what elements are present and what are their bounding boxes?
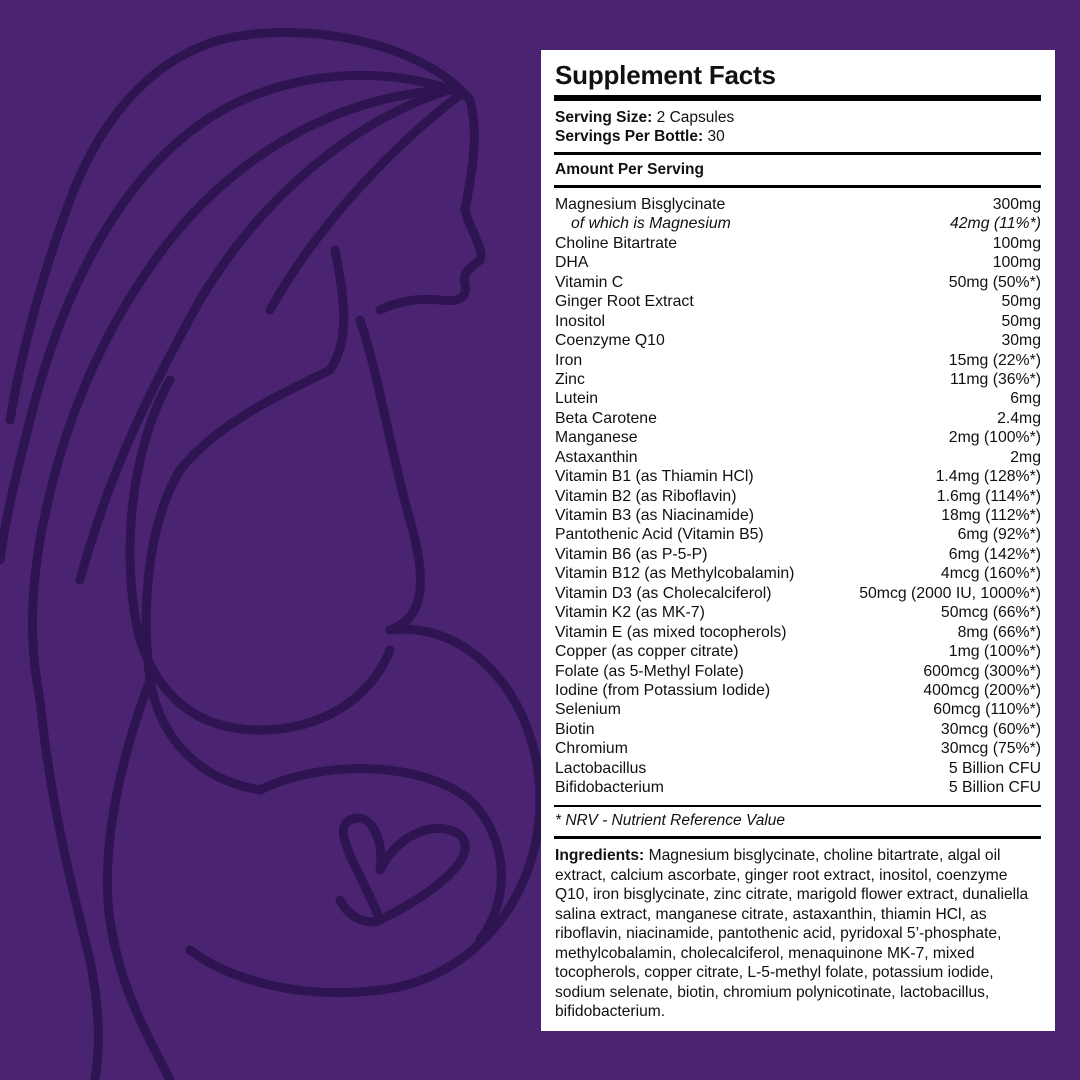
- nutrient-amount: 6mg (142%*): [948, 545, 1041, 563]
- nutrient-name: Magnesium Bisglycinate: [555, 196, 726, 213]
- nutrient-amount: 5 Billion CFU: [948, 759, 1041, 777]
- nutrient-name: Choline Bitartrate: [555, 234, 678, 252]
- nutrient-name: of which is Magnesium: [571, 215, 731, 233]
- nutrient-row: [555, 700, 1041, 719]
- amount-per-serving-heading: Amount Per Serving: [555, 161, 704, 178]
- nutrient-name: Beta Carotene: [555, 409, 657, 427]
- divider: [554, 836, 1041, 839]
- nutrient-name: Inositol: [555, 312, 606, 330]
- nutrient-row: [555, 642, 1041, 661]
- nutrient-row: [555, 195, 1041, 214]
- nutrient-name: Lactobacillus: [555, 759, 647, 777]
- nutrient-name: Bifidobacterium: [555, 779, 664, 797]
- nutrient-amount: 1.6mg (114%*): [936, 487, 1041, 505]
- nutrient-row: [555, 623, 1041, 642]
- ingredients-label: Ingredients:: [555, 847, 645, 864]
- ingredients-text: [555, 846, 1043, 1022]
- nutrient-name: Manganese: [555, 429, 638, 447]
- nutrient-amount: 6mg (92%*): [957, 526, 1041, 544]
- nutrient-name: Chromium: [555, 740, 628, 758]
- nutrient-row: [555, 739, 1041, 758]
- nutrient-row: [555, 681, 1041, 700]
- nutrient-row: [555, 564, 1041, 583]
- nutrient-row: [555, 603, 1041, 622]
- servings-per-bottle-label: Servings Per Bottle:: [555, 128, 704, 145]
- nrv-footnote: * NRV - Nutrient Reference Value: [555, 812, 786, 829]
- nutrient-row: [555, 525, 1041, 544]
- nutrient-amount: 50mcg (66%*): [940, 604, 1041, 622]
- supplement-facts-panel: [541, 50, 1055, 1031]
- nutrient-amount: 50mg (50%*): [948, 273, 1041, 291]
- nutrient-name: Folate (as 5-Methyl Folate): [555, 662, 744, 680]
- nutrient-row: [555, 506, 1041, 525]
- nutrient-row: [555, 370, 1041, 389]
- nutrient-amount: 2mg (100%*): [948, 429, 1041, 447]
- divider: [554, 185, 1041, 188]
- nutrient-amount: 100mg: [992, 234, 1041, 252]
- nutrient-amount: 6mg: [1010, 390, 1041, 408]
- nutrient-amount: 42mg (11%*): [949, 215, 1041, 233]
- nutrient-row: [555, 273, 1041, 292]
- nutrient-name: Copper (as copper citrate): [555, 643, 739, 661]
- nutrient-row: [555, 312, 1041, 331]
- nutrient-amount: 50mg: [1001, 293, 1041, 311]
- nutrient-row: [555, 467, 1041, 486]
- nutrient-name: Selenium: [555, 701, 621, 719]
- servings-per-bottle-line: [555, 127, 734, 146]
- divider: [554, 152, 1041, 155]
- nutrient-row: [555, 234, 1041, 253]
- nutrient-amount: 300mg: [992, 196, 1041, 213]
- nutrient-amount: 4mcg (160%*): [940, 565, 1041, 583]
- nutrient-amount: 1.4mg (128%*): [935, 468, 1041, 486]
- nutrient-name: Iodine (from Potassium Iodide): [555, 681, 771, 699]
- nutrient-amount: 30mg: [1001, 332, 1041, 350]
- nutrient-row: [555, 292, 1041, 311]
- nutrient-name: Vitamin B6 (as P-5-P): [555, 545, 708, 563]
- ingredients-list: Magnesium bisglycinate, choline bitartrate, algal oil extract, calcium ascorbate, ginger root extract, inositol, coenzyme Q10, iron bisglycinate, zinc citrate, marigold flower extract, dunaliella salina extract, manganese citrate, astaxanthin, thiamin HCl, as riboflavin, niacinamide, pantothenic acid, pyridoxal 5’-phosphate, methylcobalamin, cholecalciferol, menaquinone MK-7, mixed tocopherols, copper citrate, L-5-methyl folate, potassium iodide, sodium selenate, biotin, chromium polynicotinate, lactobacillus, bifidobacterium.: [555, 847, 1029, 1020]
- nutrient-name: Iron: [555, 351, 583, 369]
- nutrient-row: [555, 409, 1041, 428]
- nutrient-row: [555, 351, 1041, 370]
- divider: [554, 805, 1041, 807]
- nutrient-amount: 15mg (22%*): [948, 351, 1041, 369]
- nutrient-name: Zinc: [555, 370, 585, 388]
- nutrient-row: [555, 214, 1041, 233]
- nutrient-row: [555, 778, 1041, 797]
- nutrient-amount: 18mg (112%*): [941, 507, 1041, 524]
- nutrient-amount: 1mg (100%*): [948, 643, 1041, 661]
- nutrient-row: [555, 545, 1041, 564]
- nutrient-amount: 2.4mg: [997, 409, 1041, 427]
- nutrient-name: Biotin: [555, 720, 595, 738]
- nutrient-name: Pantothenic Acid (Vitamin B5): [555, 526, 764, 544]
- nutrient-name: Vitamin D3 (as Cholecalciferol): [555, 584, 772, 602]
- nutrient-row: [555, 331, 1041, 350]
- divider-thick: [554, 95, 1041, 101]
- nutrient-row: [555, 759, 1041, 778]
- nutrient-row: [555, 428, 1041, 447]
- nutrient-amount: 2mg: [1010, 448, 1041, 466]
- nutrient-row: [555, 389, 1041, 408]
- servings-per-bottle-value: 30: [707, 128, 725, 145]
- nutrient-name: Vitamin E (as mixed tocopherols): [555, 623, 787, 641]
- nutrient-table: [555, 195, 1041, 798]
- nutrient-amount: 50mcg (2000 IU, 1000%*): [859, 584, 1041, 602]
- nutrient-row: [555, 253, 1041, 272]
- nutrient-amount: 11mg (36%*): [949, 370, 1041, 388]
- serving-info: [555, 108, 734, 146]
- serving-size-value: 2 Capsules: [656, 109, 735, 126]
- label-title: Supplement Facts: [555, 60, 776, 90]
- nutrient-amount: 60mcg (110%*): [933, 701, 1041, 719]
- nutrient-amount: 30mcg (60%*): [940, 720, 1041, 738]
- nutrient-name: Vitamin K2 (as MK-7): [555, 604, 705, 622]
- nutrient-row: [555, 720, 1041, 739]
- nutrient-amount: 30mcg (75%*): [940, 740, 1041, 758]
- nutrient-row: [555, 487, 1041, 506]
- nutrient-name: Vitamin B12 (as Methylcobalamin): [555, 565, 795, 583]
- nutrient-amount: 5 Billion CFU: [948, 779, 1041, 797]
- nutrient-name: Ginger Root Extract: [555, 293, 694, 311]
- nutrient-name: Lutein: [555, 390, 599, 408]
- nutrient-row: [555, 584, 1041, 603]
- nutrient-amount: 600mcg (300%*): [923, 662, 1041, 680]
- nutrient-row: [555, 662, 1041, 681]
- nutrient-row: [555, 448, 1041, 467]
- nutrient-amount: 8mg (66%*): [957, 623, 1041, 641]
- nutrient-name: DHA: [555, 254, 589, 272]
- nutrient-name: Vitamin B1 (as Thiamin HCl): [555, 468, 754, 486]
- nutrient-name: Vitamin B2 (as Riboflavin): [555, 487, 737, 505]
- nutrient-amount: 400mcg (200%*): [923, 681, 1041, 699]
- nutrient-amount: 50mg: [1001, 312, 1041, 330]
- nutrient-name: Vitamin C: [555, 273, 624, 291]
- nutrient-name: Vitamin B3 (as Niacinamide): [555, 507, 755, 524]
- serving-size-label: Serving Size:: [555, 109, 653, 126]
- serving-size-line: [555, 108, 734, 127]
- nutrient-amount: 100mg: [992, 254, 1041, 272]
- nutrient-name: Astaxanthin: [555, 448, 638, 466]
- nutrient-name: Coenzyme Q10: [555, 332, 665, 350]
